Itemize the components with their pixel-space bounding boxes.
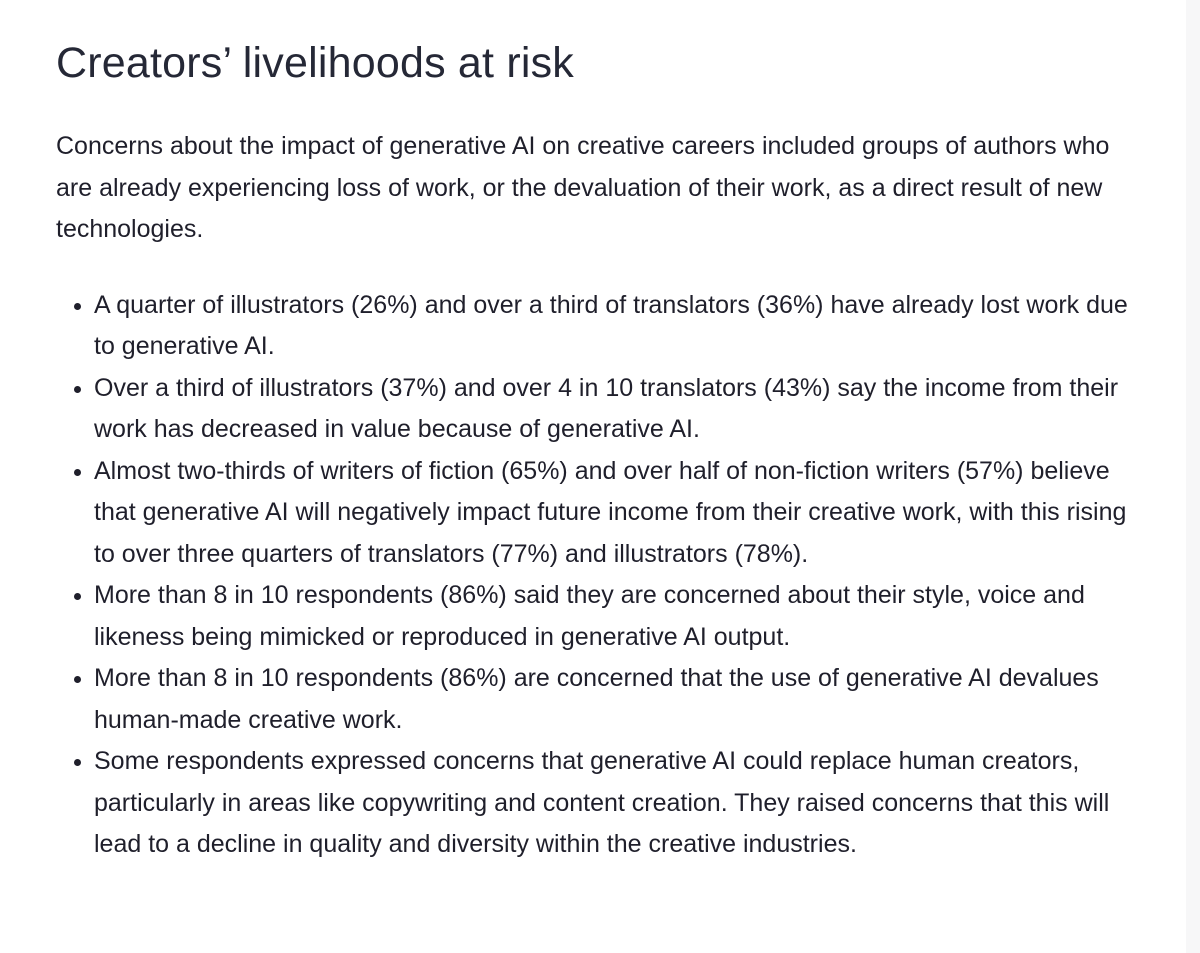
scrollbar-track[interactable] [1186, 0, 1200, 953]
list-item [94, 368, 1146, 451]
bullet-dot-icon [74, 676, 81, 683]
article-content [56, 30, 1146, 866]
bullet-dot-icon [74, 386, 81, 393]
list-item-text: More than 8 in 10 respondents (86%) are concerned that the use of generative AI devalues human-made creative work. [94, 664, 1099, 734]
bullet-dot-icon [74, 303, 81, 310]
list-item [94, 575, 1146, 658]
list-item [94, 285, 1146, 368]
bullet-dot-icon [74, 469, 81, 476]
list-item-text: A quarter of illustrators (26%) and over a third of translators (36%) have already lost work due to generative AI. [94, 290, 1128, 360]
section-heading: Creators’ livelihoods at risk [56, 39, 574, 87]
list-item-text: Almost two-thirds of writers of fiction (65%) and over half of non-fiction writers (57%) believe that generative AI will negatively impact future income from their creative work, with this rising to over three quarters of translators (77%) and illustrators (78%). [94, 456, 1127, 568]
findings-list [56, 285, 1146, 866]
bullet-dot-icon [74, 593, 81, 600]
list-item [94, 451, 1146, 576]
list-item-text: More than 8 in 10 respondents (86%) said they are concerned about their style, voice and likeness being mimicked or reproduced in generative AI output. [94, 581, 1085, 651]
list-item [94, 658, 1146, 741]
intro-paragraph: Concerns about the impact of generative AI on creative careers included groups of authors who are already experiencing loss of work, or the devaluation of their work, as a direct result of new technologies. [56, 132, 1110, 243]
list-item-text: Some respondents expressed concerns that generative AI could replace human creators, particularly in areas like copywriting and content creation. They raised concerns that this will lead to a decline in quality and diversity within the creative industries. [94, 747, 1110, 858]
list-item-text: Over a third of illustrators (37%) and over 4 in 10 translators (43%) say the income from their work has decreased in value because of generative AI. [94, 373, 1119, 443]
list-item [94, 741, 1146, 866]
bullet-dot-icon [74, 759, 81, 766]
